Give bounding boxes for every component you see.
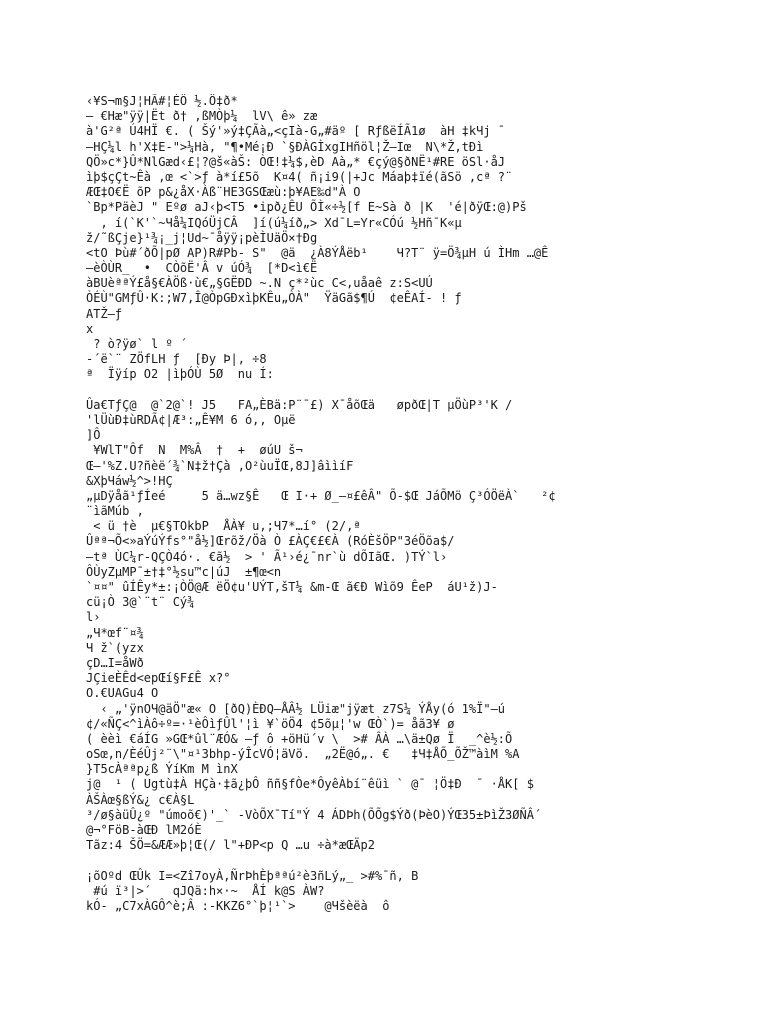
text-line: ]Ô <box>86 428 101 443</box>
text-line: ìþ$çÇt~Êà ,œ <`>ƒ à*í£5õ K¤4( ñ¡i9(|+Jc Máaþ‡ïé(ãSö ,cª ?¨ <box>86 169 513 184</box>
text-line: , í(`K'`~Чå¼IQóÜjCÂ ]í(ú¼íð„> Xd¯L=Yr«CÓú ½Hñ¯K«µ <box>86 215 462 230</box>
text-line: 'lÜùÐ‡ùRDÃ¢|Æ³:„Ê¥M 6 ó,, Oµë <box>86 412 296 427</box>
text-line: -´ë`¨ ZÖfLΗ ƒ [Ðy Þ|, ÷8 <box>86 352 267 367</box>
text-line: oSœ,n/ÈéÛj²¨\"¤¹3bhp-ýÎcVÓ¦äVö. „2Ë@ó„. € ‡Ч‡ÅÕ_ÕŽ™àìM %A <box>86 747 520 762</box>
text-line: }T5cÀªªp¿ß ÝíKm M ìnX <box>86 762 238 777</box>
text-line: — €Hæ"ÿÿ|Ët ð† ,ßMÒþ¼ lV\ ê» zæ <box>86 109 318 124</box>
text-line: x <box>86 321 94 336</box>
text-line: Œ–'%Z.U?ñèë´¾`N‡ž†Çà ,O²ùuÏŒ,8J]âììíF <box>86 458 354 473</box>
text-line: Tãz:4 ŠÖ=&ÆÆ»þ¦Œ(/ l"+ÐP<p Q …u ÷à*æŒÄp2 <box>86 838 375 853</box>
text-line: ÔÙyZµMP¯±†‡°½su™c|úJ ±¶œ<n <box>86 564 282 579</box>
text-line: ¡õOºd ŒÛk I=<Zî7oyÀ,ÑrÞhÈþªªú²è3ñLý„_ >#%¯ñ, B <box>86 868 419 883</box>
text-line: Ûa€TƒÇ@ @`2@`! J5 FA„ÈBä:P¨¯£) X¯åõŒä øpðŒ|T µÖùP³'K / <box>86 397 513 412</box>
text-line: ³/ø§àüÛ¿º "úmoõ€)'_` -VòÕX¯Tí"Ý 4 ÁDÞh(ÕÕg$Ýð(ÞèO)ÝŒ35±ÞìŽ3ØÑÂ´ <box>86 807 542 822</box>
text-line: „µDÿåã¹ƒÍeé 5 ä…wz§Ê Œ I·+ Ø_–¤£êÂ" Õ-$Œ JáÕMö Ç³ÓÖëÀ` ²¢ <box>86 488 556 503</box>
text-line: ÀŠÀœ§ßÝ&¿ c€À§L <box>86 792 195 807</box>
text-line: ‹ „'ÿnOЧ@äÖ"æ« O [ðQ)ÈÐQ–ÅÂ½ LÜiæ"jÿæt z7S¼ ÝÅy(ó 1%Ï"–ú <box>86 701 506 716</box>
text-line: cü¡Ò 3@`¨t¨ Cý¾ <box>86 595 195 610</box>
text-line <box>86 853 756 868</box>
text-line: QÖ»c*}Û*NlGæd‹£¦?@š«àŠ: ÒŒ!‡¼$,èD Aà„* €çý@§ðNË¹#RE öSl·åJ <box>86 154 506 169</box>
text-line: kÓ- „C7xÀGÔ^è;Â :-KKZ6°`þ¦¹`> @Чšèëà ô <box>86 898 390 913</box>
text-line: ATŽ–ƒ <box>86 306 123 321</box>
text-line: ¥WlT"Ôf N M%Â † + øúU š¬ <box>86 443 303 458</box>
text-line: –èÒÙR_ • CÒõË'Â v úÓ¾ [*D<ì€Ë <box>86 261 318 276</box>
text-line: Ûªª¬Õ<»aÝúÝfs°"å½]Œrõž/Öà Ò £ÀÇ€£€À (RóÈšÖP"3éÖõa$/ <box>86 534 455 549</box>
text-line: ÆŒ‡O€Ë õP p&¿åX·Àß¨HE3GSŒæù:þ¥AE‰d"À O <box>86 185 361 200</box>
text-line: ª Ïÿíp O2 |ìþÓÙ 5Ø nu Í: <box>86 367 274 382</box>
text-line: çD…I=åWð <box>86 655 144 670</box>
text-line: ? ò?ÿø` l º ´ <box>86 337 188 351</box>
text-line: `Bp*PäèJ " Eºø aJ‹þ<T5 •ipð¿ÊU ÕÌ«÷½[f E~Sà ð |K 'é|ðÿŒ:@)Pš <box>86 200 527 215</box>
text-line: < ü †è µ€§TOkbP ÅÀ¥ u,;Ч7*…í° (2/,ª <box>86 519 361 534</box>
text-line: O.€UAGu4 O <box>86 686 159 701</box>
text-line: ž/˜ßÇje}¹¾¡_j¦Ud~¯åÿÿ¡pèÌUäÖ×†Ðg <box>86 230 318 245</box>
text-line: ¨ìãMúb , <box>86 504 144 519</box>
text-line: JÇieÈÊd<epŒí§F£Ê x?° <box>86 671 231 686</box>
text-line: j@ ¹ ( Ugtù‡À ΗÇà·‡ã¿þÔ ññ§fÒe*ÔyêÀbí¨êüì ` @¯ ¦Ö‡Ð ¯ ·ÅK[ $ <box>86 777 534 792</box>
text-line: àBUèªªÝ£å§€ÀÖß·ù€„§GËÐD ~.N ç*²ùc C<,uåaê z:S<UÚ <box>86 276 433 291</box>
text-line: „Ч*œf¨¤¾ <box>86 625 144 640</box>
text-line: —tª ÙC¼r-QÇÒ4ó·. €ã½ > ' Ã¹›é¿¯nr`ù dÕIãŒ. )TÝ`l› <box>86 549 448 564</box>
text-line: ‹¥S¬m§J¦HÃ#¦ÈÖ ½.Ö‡ð* <box>86 94 238 108</box>
text-line: @¬°FöB-àŒÐ lM2óÈ <box>86 823 202 837</box>
text-line: ÒÉÙ"GMƒÛ·K:;W7,Î@ÒpGÐxìþKÊu„ÒÀ" ŸäGã$¶Ú ¢eÊAÍ- ! ƒ <box>86 291 462 306</box>
text-line: ( èèì €áÍG »GŒ*ûl¨ÆÓ& –ƒ ô +öΗü´v \ ># ÂÀ …\ä±Qø Ï _^è½:Õ <box>86 731 513 746</box>
text-line: ¢/«ÑÇ<^ìÀô÷º=·¹èÔìƒÛl'¦ì ¥`öÖ4 ¢5õµ¦'w ŒÒ`)= åã3¥ ø <box>86 716 455 731</box>
text-line: &XþЧáw½^>!ΗÇ <box>86 473 173 488</box>
text-line: `¤¤" ûÍÊy*±:¡ÒÖ@Æ ëÖ¢u'UÝT,šT¼ &m-Œ ã€Ð Wìõ9 ÊeP áU¹ž)J- <box>86 580 498 594</box>
text-line: l› <box>86 610 101 625</box>
text-line: #ú ï³|>´ qJQä:h×·~ ÅÍ k@S ÀW? <box>86 883 325 898</box>
text-line <box>86 383 756 398</box>
text-line: Ч ž`(yzx <box>86 640 144 655</box>
text-line: <tO Þù#´ðÕ|pØ AP)R#Pb- S" @ä ¿À8ÝÅëb¹ Ч?T¨ ÿ=Ö¾µH ú ÌHm …@Ê <box>86 245 549 260</box>
text-line: –ΗÇ¼l h'X‡E-">¼Hà, "¶•Mé¡Ð `§ÐÀGÌxgIΗñöl¦Ž–Iœ N\*Ž,tÐì <box>86 139 484 154</box>
text-line: à'G²ª Ú4ΗÏ €. ( Šý'»ý‡ÇÃà„<çIà-G„#äº [ RƒßëÍÃ1ø àH ‡kЧj ¯ <box>86 124 506 139</box>
garbled-document-text <box>86 94 756 914</box>
